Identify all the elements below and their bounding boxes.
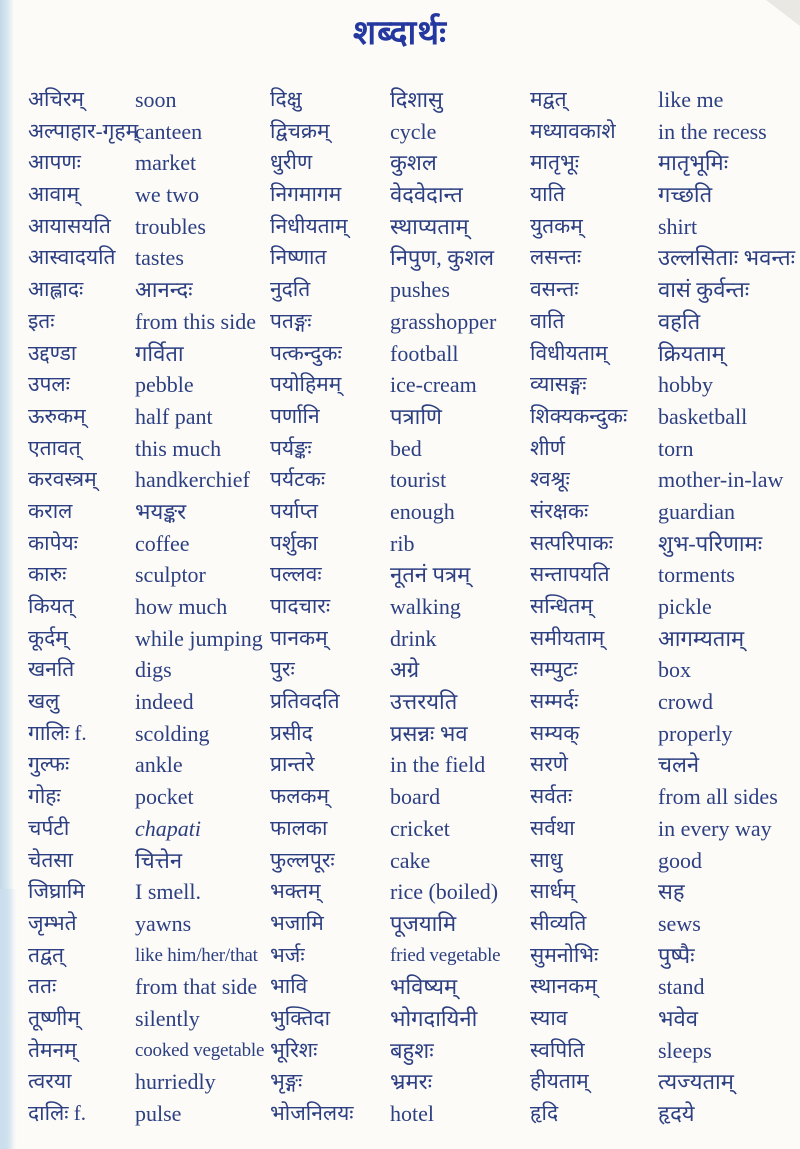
sanskrit-word: भजामि <box>270 910 324 935</box>
meaning: I smell. <box>135 879 201 905</box>
sanskrit-word: स्थानकम् <box>530 974 597 999</box>
meaning: grasshopper <box>390 308 497 334</box>
meaning: cooked vegetable <box>135 1039 265 1061</box>
sanskrit-word: द्विचक्रम् <box>270 118 330 143</box>
sanskrit-word: पर्णानि <box>270 403 320 428</box>
sanskrit-word: लसन्तः <box>530 245 582 270</box>
glossary-table <box>28 84 800 1130</box>
meaning: mother-in-law <box>658 467 784 493</box>
sanskrit-word: कापेयः <box>28 530 78 555</box>
meaning: basketball <box>658 403 748 429</box>
meaning: we two <box>135 182 200 208</box>
sanskrit-word: पर्शुका <box>270 530 318 555</box>
sanskrit-word: तेमनम् <box>28 1037 77 1062</box>
meaning: ice-cream <box>390 372 477 398</box>
sanskrit-word: भर्जः <box>270 942 305 967</box>
meaning: चित्तेन <box>135 847 183 873</box>
meaning: ankle <box>135 752 183 778</box>
sanskrit-word: उपलः <box>28 372 70 397</box>
meaning: पूजयामि <box>390 910 457 936</box>
meaning: स्थाप्यताम् <box>390 213 469 239</box>
meaning: उत्तरयति <box>390 689 458 715</box>
sanskrit-word: मातृभूः <box>530 150 579 175</box>
sanskrit-word: प्रसीद <box>270 720 313 745</box>
meaning: भविष्यम् <box>390 974 458 1000</box>
sanskrit-word: पतङ्गः <box>270 308 312 333</box>
meaning: चलने <box>658 752 700 778</box>
sanskrit-word: आपणः <box>28 150 81 175</box>
sanskrit-word: चर्पटी <box>28 815 70 840</box>
meaning: yawns <box>135 910 192 936</box>
meaning: stand <box>658 974 705 1000</box>
sanskrit-word: सर्वतः <box>530 784 573 809</box>
meaning: while jumping <box>135 625 263 651</box>
meaning: bed <box>390 435 422 461</box>
meaning: निपुण, कुशल <box>390 245 495 271</box>
sanskrit-word: साधु <box>530 847 563 872</box>
sanskrit-word: तूष्णीम् <box>28 1005 80 1030</box>
sanskrit-word: ततः <box>28 974 57 999</box>
meaning: hotel <box>390 1101 434 1126</box>
meaning: crowd <box>658 689 713 715</box>
sanskrit-word: फालका <box>270 815 328 840</box>
sanskrit-word: प्रतिवदति <box>270 689 340 714</box>
sanskrit-word: युतकम् <box>530 213 583 238</box>
sanskrit-word: एतावत् <box>28 435 81 460</box>
sanskrit-word: निष्णात <box>270 245 327 270</box>
meaning: वासं कुर्वन्तः <box>658 277 750 303</box>
sanskrit-word: पुरः <box>270 657 295 682</box>
meaning: walking <box>390 594 461 619</box>
sanskrit-word: अचिरम् <box>28 87 84 111</box>
sanskrit-word: कराल <box>28 498 73 523</box>
meaning: भयङ्कर <box>135 498 187 524</box>
sanskrit-word: सार्धम् <box>530 879 576 904</box>
sanskrit-word: तद्वत् <box>28 942 65 967</box>
sanskrit-word: सम्पुटः <box>530 657 578 682</box>
sanskrit-word: सीव्यति <box>530 910 587 935</box>
meaning: guardian <box>658 498 735 524</box>
meaning: pulse <box>135 1101 182 1126</box>
meaning: मातृभूमिः <box>658 150 729 176</box>
sanskrit-word: सन्धितम् <box>530 594 593 618</box>
sanskrit-word: हृदि <box>530 1101 559 1125</box>
sanskrit-word: निधीयताम् <box>270 213 348 238</box>
meaning: market <box>135 150 197 176</box>
sanskrit-word: करवस्त्रम् <box>28 467 97 492</box>
meaning: enough <box>390 498 455 524</box>
sanskrit-word: उद्दण्डा <box>28 340 77 365</box>
sanskrit-word: स्वपिति <box>530 1037 585 1062</box>
meaning: indeed <box>135 689 194 715</box>
sanskrit-word: आस्वादयति <box>28 245 116 270</box>
meaning: properly <box>658 720 733 746</box>
sanskrit-word: सुमनोभिः <box>530 942 599 967</box>
meaning: पत्राणि <box>390 403 442 429</box>
sanskrit-word: पयोहिमम् <box>270 372 342 397</box>
meaning: handkerchief <box>135 467 250 493</box>
meaning: troubles <box>135 213 206 239</box>
sanskrit-word: सरणे <box>530 752 568 777</box>
sanskrit-word: अल्पाहार-गृहम् <box>28 118 139 143</box>
meaning: प्रसन्नः भव <box>390 720 468 746</box>
meaning: sculptor <box>135 562 206 588</box>
sanskrit-word: भृङ्गः <box>270 1069 303 1094</box>
sanskrit-word: ऊरुकम् <box>28 403 86 428</box>
sanskrit-word: सर्वथा <box>530 815 575 840</box>
sanskrit-word: शिक्यकन्दुकः <box>530 403 628 428</box>
meaning: उल्लसिताः भवन्तः <box>658 245 796 271</box>
sanskrit-word: फुल्लपूरः <box>270 847 335 872</box>
sanskrit-word: जिघ्रामि <box>28 879 85 904</box>
sanskrit-word: भोजनिलयः <box>270 1101 354 1125</box>
meaning: pebble <box>135 372 194 398</box>
sanskrit-word: व्यासङ्गः <box>530 372 587 397</box>
sanskrit-word: पर्यङ्कः <box>270 435 312 460</box>
meaning: पुष्पैः <box>658 942 695 968</box>
scan-edge-artifact <box>0 0 14 1149</box>
sanskrit-word: चेतसा <box>28 847 73 872</box>
sanskrit-word: प्रान्तरे <box>270 752 315 777</box>
sanskrit-word: गालिः f. <box>28 720 87 745</box>
meaning: box <box>658 657 691 683</box>
sanskrit-word: सन्तापयति <box>530 562 610 587</box>
sanskrit-word: गोहः <box>28 784 61 809</box>
meaning: shirt <box>658 213 698 239</box>
meaning: rib <box>390 530 415 556</box>
sanskrit-word: पर्यटकः <box>270 467 326 492</box>
meaning: बहुशः <box>390 1037 434 1063</box>
meaning: शुभ-परिणामः <box>658 530 763 556</box>
sanskrit-word: भुक्तिदा <box>270 1005 331 1030</box>
sanskrit-word: कियत् <box>28 594 74 618</box>
sanskrit-word: खनति <box>28 657 75 682</box>
meaning: good <box>658 847 702 873</box>
meaning: board <box>390 784 441 810</box>
sanskrit-word: समीयताम् <box>530 625 605 650</box>
sanskrit-word: दिक्षु <box>270 87 302 111</box>
sanskrit-word: वाति <box>530 308 565 333</box>
meaning: अग्रे <box>390 657 420 683</box>
sanskrit-word: भूरिशः <box>270 1037 318 1062</box>
sanskrit-word: भावि <box>270 974 308 999</box>
meaning: football <box>390 340 459 366</box>
meaning: half pant <box>135 403 213 429</box>
sanskrit-word: पल्लवः <box>270 562 322 587</box>
sanskrit-word: विधीयताम् <box>530 340 608 365</box>
meaning: like him/her/that <box>135 944 258 966</box>
sanskrit-word: फलकम् <box>270 784 330 809</box>
sanskrit-word: याति <box>530 182 566 207</box>
meaning: सह <box>658 879 685 905</box>
sanskrit-word: जृम्भते <box>28 910 77 935</box>
sanskrit-word: सम्यक् <box>530 720 580 745</box>
meaning: हृदये <box>658 1101 695 1126</box>
meaning: from this side <box>135 308 256 334</box>
meaning: soon <box>135 87 177 112</box>
meaning: from all sides <box>658 784 778 810</box>
sanskrit-word: वसन्तः <box>530 277 579 302</box>
meaning: fried vegetable <box>390 944 501 966</box>
meaning: आनन्दः <box>135 277 193 303</box>
sanskrit-word: मध्यावकाशे <box>530 118 616 143</box>
meaning: कुशल <box>390 150 437 176</box>
meaning: वहति <box>658 308 701 334</box>
meaning: hurriedly <box>135 1069 216 1095</box>
sanskrit-word: पानकम् <box>270 625 328 650</box>
meaning: hobby <box>658 372 713 398</box>
sanskrit-word: हीयताम् <box>530 1069 589 1094</box>
meaning: scolding <box>135 720 210 746</box>
meaning: sleeps <box>658 1037 712 1063</box>
meaning: वेदवेदान्त <box>390 182 463 208</box>
meaning: like me <box>658 87 724 112</box>
sanskrit-word: मद्वत् <box>530 87 567 111</box>
meaning: गच्छति <box>658 182 713 208</box>
meaning: भवेव <box>658 1005 698 1031</box>
sanskrit-word: नुदति <box>270 277 311 302</box>
sanskrit-word: खलु <box>28 689 60 714</box>
meaning: cake <box>390 847 431 873</box>
page-title: शब्दार्थः <box>353 15 447 52</box>
sanskrit-word: सम्मर्दः <box>530 689 579 714</box>
meaning: this much <box>135 435 222 461</box>
meaning: cricket <box>390 815 450 841</box>
meaning: coffee <box>135 530 190 556</box>
sanskrit-word: कारुः <box>28 562 67 587</box>
sanskrit-word: आवाम् <box>28 182 80 207</box>
meaning: tourist <box>390 467 447 493</box>
meaning: गर्विता <box>135 340 184 366</box>
sanskrit-word: श्वश्रूः <box>530 467 570 492</box>
meaning: क्रियताम् <box>658 340 725 366</box>
sanskrit-word: आयासयति <box>28 213 111 238</box>
meaning: digs <box>135 657 172 683</box>
meaning: in the field <box>390 752 486 778</box>
meaning: त्यज्यताम् <box>658 1069 734 1095</box>
meaning: how much <box>135 594 228 619</box>
sanskrit-word: शीर्ण <box>530 435 565 460</box>
sanskrit-word: पत्कन्दुकः <box>270 340 342 365</box>
sanskrit-word: निगमागम <box>270 182 342 207</box>
meaning: sews <box>658 910 701 936</box>
sanskrit-word: स्याव <box>530 1005 568 1030</box>
sanskrit-word: पर्याप्त <box>270 498 318 523</box>
meaning: silently <box>135 1005 200 1031</box>
meaning: rice (boiled) <box>390 879 499 905</box>
meaning: canteen <box>135 118 203 144</box>
meaning: pushes <box>390 277 450 303</box>
meaning: भोगदायिनी <box>390 1005 478 1031</box>
sanskrit-word: त्वरया <box>28 1069 72 1094</box>
meaning: in the recess <box>658 118 767 144</box>
meaning: भ्रमरः <box>390 1069 433 1095</box>
sanskrit-word: आह्लादः <box>28 277 84 302</box>
sanskrit-word: भक्तम् <box>270 879 321 904</box>
sanskrit-word: गुल्फः <box>28 752 70 777</box>
sanskrit-word: धुरीण <box>270 150 313 175</box>
sanskrit-word: पादचारः <box>270 594 331 618</box>
meaning: from that side <box>135 974 258 1000</box>
meaning: cycle <box>390 118 437 144</box>
meaning: tastes <box>135 245 184 271</box>
meaning: torn <box>658 435 694 461</box>
meaning: chapati <box>135 815 201 841</box>
sanskrit-word: संरक्षकः <box>530 498 589 523</box>
meaning: drink <box>390 625 437 651</box>
meaning: नूतनं पत्रम् <box>390 562 471 588</box>
sanskrit-word: इतः <box>28 308 55 333</box>
meaning: दिशासु <box>390 87 443 112</box>
meaning: pickle <box>658 594 712 619</box>
meaning: आगम्यताम् <box>658 625 745 651</box>
sanskrit-word: कूर्दम् <box>28 625 68 650</box>
sanskrit-word: दालिः f. <box>28 1101 87 1125</box>
meaning: in every way <box>658 815 772 841</box>
sanskrit-word: सत्परिपाकः <box>530 530 613 555</box>
meaning: pocket <box>135 784 194 810</box>
scan-corner-artifact <box>766 0 800 26</box>
meaning: torments <box>658 562 735 588</box>
